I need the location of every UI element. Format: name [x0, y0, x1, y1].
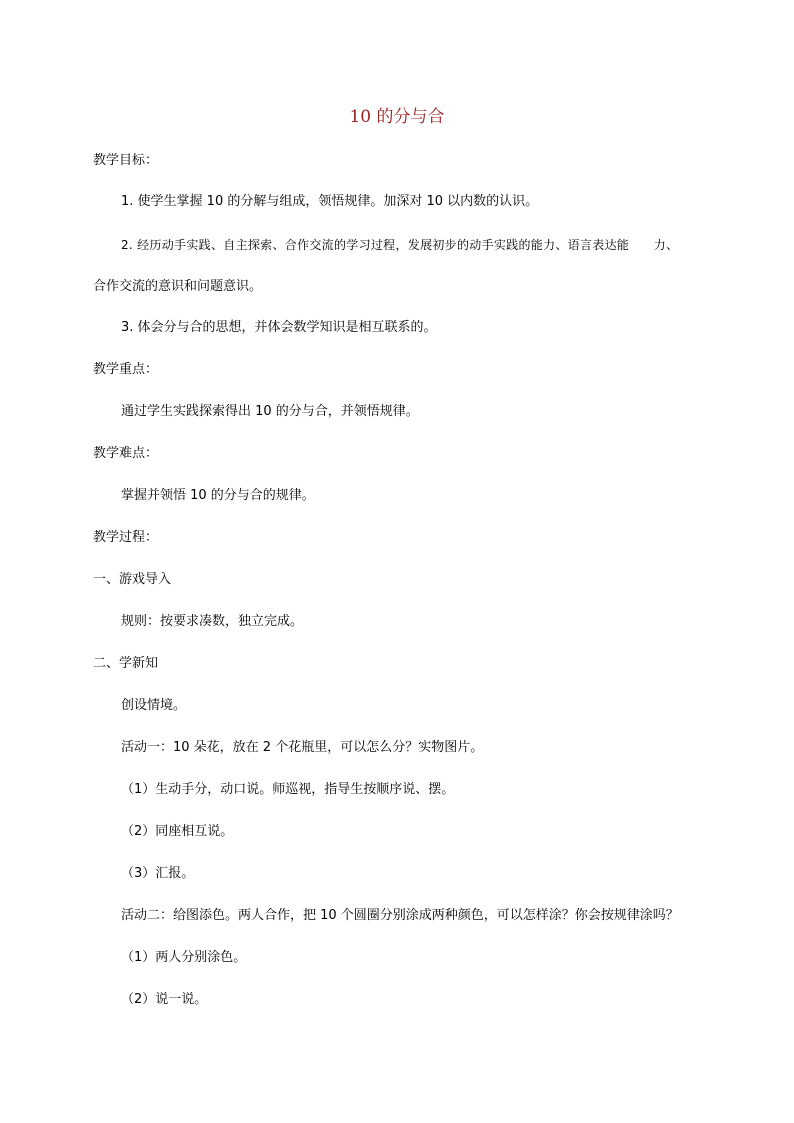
section-heading-key-points: 教学重点： [93, 362, 159, 377]
activity-2-item-2: （2）说一说。 [121, 992, 208, 1007]
difficulty-text: 掌握并领悟 10 的分与合的规律。 [121, 488, 315, 503]
objective-3: 3. 体会分与合的思想，并体会数学知识是相互联系的。 [121, 320, 437, 335]
objective-2-continued: 合作交流的意识和问题意识。 [93, 279, 263, 294]
step-2-heading: 二、学新知 [93, 656, 159, 671]
activity-2: 活动二：给图添色。两人合作，把 10 个圆圈分别涂成两种颜色，可以怎样涂？你会按规律涂吗？ [121, 908, 679, 923]
objective-2: 2. 经历动手实践、自主探索、合作交流的学习过程，发展初步的动手实践的能力、语言表达能 力、 [121, 238, 679, 252]
create-scenario: 创设情境。 [121, 698, 187, 713]
objective-1: 1. 使学生掌握 10 的分解与组成，领悟规律。加深对 10 以内数的认识。 [121, 194, 539, 209]
activity-1: 活动一：10 朵花，放在 2 个花瓶里，可以怎么分？实物图片。 [121, 740, 484, 755]
step-1-heading: 一、游戏导入 [93, 572, 172, 587]
step-1-rule: 规则：按要求凑数，独立完成。 [121, 614, 304, 629]
document-title: 10 的分与合 [349, 107, 445, 127]
activity-1-item-1: （1）生动手分，动口说。师巡视，指导生按顺序说、摆。 [121, 782, 455, 797]
activity-1-item-2: （2）同座相互说。 [121, 824, 234, 839]
activity-2-item-1: （1）两人分别涂色。 [121, 950, 247, 965]
section-heading-difficulties: 教学难点： [93, 446, 159, 461]
key-point-text: 通过学生实践探索得出 10 的分与合，并领悟规律。 [121, 404, 419, 419]
section-heading-process: 教学过程： [93, 530, 159, 545]
activity-1-item-3: （3）汇报。 [121, 866, 195, 881]
section-heading-objectives: 教学目标： [93, 153, 159, 168]
